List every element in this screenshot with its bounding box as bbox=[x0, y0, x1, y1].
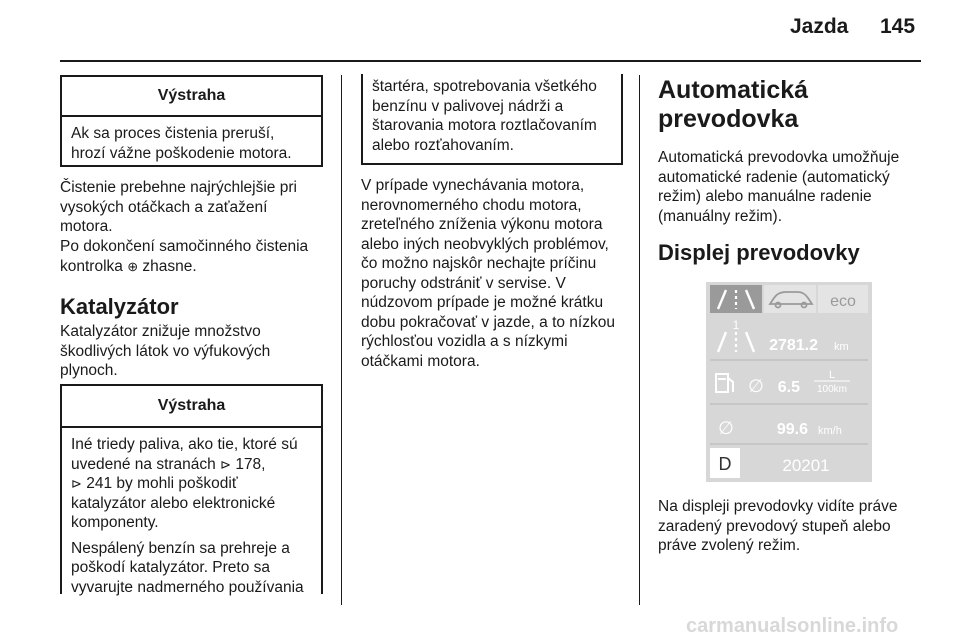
trip-distance-unit: km bbox=[834, 341, 849, 353]
warning-box-fuel bbox=[60, 384, 323, 594]
text-line: Po dokončení samočinného čistenia bbox=[60, 238, 309, 255]
text-line: Nespálený benzín sa prehreje a bbox=[71, 539, 290, 557]
text-line: kontrolka ⊕ zhasne. bbox=[60, 257, 197, 275]
text-line: štartéra, spotrebovania všetkého bbox=[372, 78, 597, 95]
average-speed-unit: km/h bbox=[818, 425, 842, 437]
page-reference-arrow-icon: ⊳ bbox=[220, 456, 231, 472]
text-line bbox=[71, 474, 312, 494]
paragraph-indicator-off bbox=[60, 237, 308, 276]
column-divider-2 bbox=[639, 75, 640, 605]
text-line: nerovnomerného chodu motora, bbox=[361, 196, 582, 214]
column-divider-1 bbox=[341, 75, 342, 605]
text-line: poškodí katalyzátor. Preto sa bbox=[71, 559, 271, 576]
filter-indicator-icon: ⊕ bbox=[127, 258, 139, 274]
average-speed-value: 99.6 bbox=[776, 421, 808, 438]
text-line: uvedené na stranách ⊳ 178, bbox=[71, 455, 266, 473]
text-line: núdzovom prípade je možné krátku bbox=[361, 294, 604, 311]
text-line: alebo iných neobvyklých problémov, bbox=[361, 235, 609, 253]
text-line: dobu pokračovať v jazde, a to nízkou bbox=[361, 313, 615, 331]
text-line: vyvarujte nadmerného používania bbox=[71, 578, 304, 596]
warning-text bbox=[363, 74, 621, 155]
heading-transmission-display: Displej prevodovky bbox=[658, 240, 860, 265]
paragraph-engine-problems bbox=[361, 176, 615, 371]
paragraph-display-description bbox=[658, 497, 898, 556]
page-reference-link[interactable]: 178, bbox=[235, 455, 266, 473]
text-line: Čistenie prebehne najrýchlejšie pri bbox=[60, 179, 297, 196]
page-number: 145 bbox=[880, 15, 916, 38]
paragraph-cleaning-speed bbox=[60, 178, 297, 237]
transmission-display-illustration bbox=[706, 282, 872, 482]
warning-box-cleaning bbox=[60, 75, 323, 167]
text-line: práve zvolený režim. bbox=[658, 537, 801, 554]
text-line: vysokých otáčkach a zaťažení bbox=[60, 198, 268, 216]
warning-box-continued bbox=[361, 74, 623, 165]
text-line: zaradený prevodový stupeň alebo bbox=[658, 517, 891, 535]
text-line: štarovania motora roztlačovaním bbox=[372, 117, 597, 134]
consumption-unit-numerator: L bbox=[828, 369, 836, 381]
warning-title: Výstraha bbox=[62, 77, 321, 117]
tab-eco-label: eco bbox=[830, 293, 856, 310]
header-rule bbox=[60, 60, 921, 62]
text-line: katalyzátor alebo elektronické bbox=[71, 494, 276, 512]
text-line: režim) alebo manuálne radenie bbox=[658, 188, 872, 205]
text-line: hrozí vážne poškodenie motora. bbox=[71, 144, 292, 162]
consumption-unit-denominator: 100km bbox=[816, 384, 848, 395]
paragraph-catalyst bbox=[60, 322, 270, 381]
text-line: otáčkami motora. bbox=[361, 352, 480, 370]
text-line: plynoch. bbox=[60, 362, 118, 379]
text-line: rýchlosťou vozidla a s nízkymi bbox=[361, 333, 568, 350]
gear-indicator: D bbox=[718, 454, 732, 474]
text-line: zreteľného zníženia výkonu motora bbox=[361, 216, 603, 233]
text-line: poruchy odstrániť v servise. V bbox=[361, 274, 566, 292]
text-line: čo možno najskôr nechajte príčinu bbox=[361, 255, 597, 272]
warning-text bbox=[62, 428, 321, 597]
text-line: motora. bbox=[60, 218, 113, 235]
text-line: škodlivých látok vo výfukových bbox=[60, 342, 271, 360]
text-line: Na displeji prevodovky vidíte práve bbox=[658, 498, 898, 515]
heading-automatic-transmission bbox=[658, 76, 808, 134]
running-header-section: Jazda bbox=[790, 15, 849, 38]
paragraph-transmission-intro bbox=[658, 148, 899, 226]
heading-line: Automatická bbox=[658, 76, 809, 104]
warning-title: Výstraha bbox=[62, 386, 321, 428]
text-line: Automatická prevodovka umožňuje bbox=[658, 149, 900, 166]
watermark: carmanualsonline.info bbox=[686, 615, 899, 637]
heading-catalyst: Katalyzátor bbox=[60, 294, 179, 319]
text-line: Ak sa proces čistenia preruší, bbox=[71, 125, 275, 142]
text-line: komponenty. bbox=[71, 514, 159, 531]
trip-distance-value: 2781.2 bbox=[769, 337, 818, 354]
consumption-value: 6.5 bbox=[777, 379, 800, 396]
text-line: benzínu v palivovej nádrži a bbox=[372, 97, 564, 115]
odometer-value: 20201 bbox=[782, 456, 830, 475]
heading-line: prevodovka bbox=[658, 105, 799, 133]
display-graphic bbox=[706, 282, 872, 482]
text-line: V prípade vynechávania motora, bbox=[361, 177, 585, 194]
page-reference-link[interactable]: 241 by mohli poškodiť bbox=[86, 475, 238, 492]
warning-text bbox=[62, 117, 321, 163]
row1-small-label: 1 bbox=[732, 318, 740, 332]
text-line: Katalyzátor znižuje množstvo bbox=[60, 323, 261, 340]
average-symbol-icon: ∅ bbox=[718, 418, 734, 439]
text-line: alebo rozťahovaním. bbox=[372, 136, 514, 154]
text-line: Iné triedy paliva, ako tie, ktoré sú bbox=[71, 436, 298, 453]
page-reference-arrow-icon: ⊳ bbox=[71, 476, 82, 491]
text-line: (manuálny režim). bbox=[658, 207, 783, 225]
text-line: automatické radenie (automatický bbox=[658, 168, 890, 186]
average-symbol-icon: ∅ bbox=[748, 376, 764, 397]
